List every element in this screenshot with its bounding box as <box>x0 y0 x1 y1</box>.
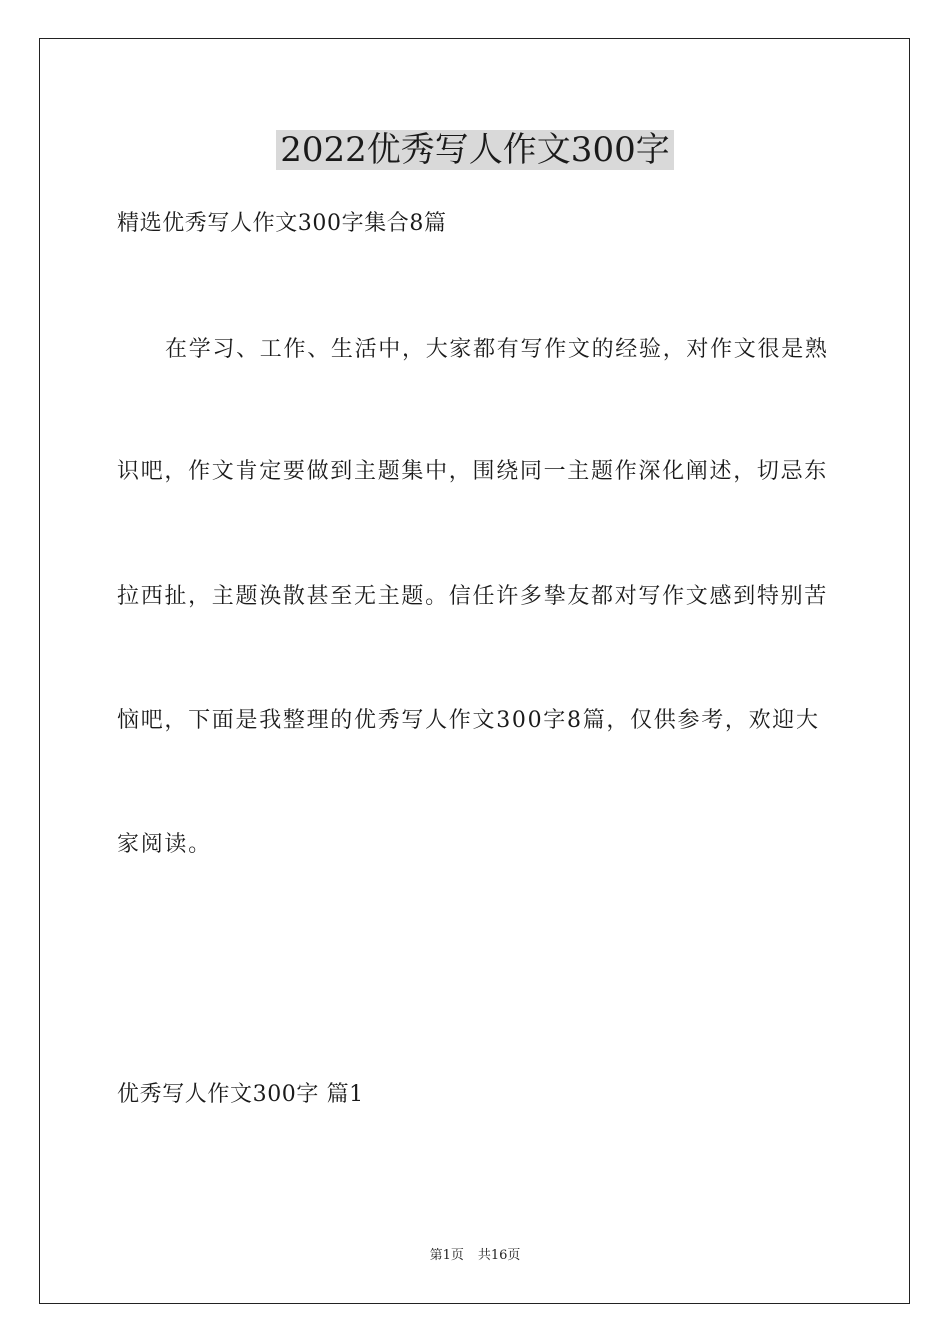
document-subtitle: 精选优秀写人作文300字集合8篇 <box>117 211 447 236</box>
intro-paragraph-line: 拉西扯，主题涣散甚至无主题。信任许多挚友都对写作文感到特别苦 <box>117 584 829 609</box>
section-heading: 优秀写人作文300字 篇1 <box>117 1082 364 1107</box>
intro-paragraph-line: 识吧，作文肯定要做到主题集中，围绕同一主题作深化阐述，切忌东 <box>117 459 829 484</box>
document-title <box>0 126 950 174</box>
intro-paragraph-line: 在学习、工作、生活中，大家都有写作文的经验，对作文很是熟 <box>165 337 829 362</box>
page-footer <box>0 1247 950 1265</box>
document-title-text: 2022优秀写人作文300字 <box>276 130 673 170</box>
page-number-total: 共16页 <box>477 1248 521 1263</box>
intro-paragraph-line: 恼吧，下面是我整理的优秀写人作文300字8篇，仅供参考，欢迎大 <box>117 708 820 733</box>
intro-paragraph-line: 家阅读。 <box>117 832 212 857</box>
page-number-current: 第1页 <box>429 1248 464 1263</box>
